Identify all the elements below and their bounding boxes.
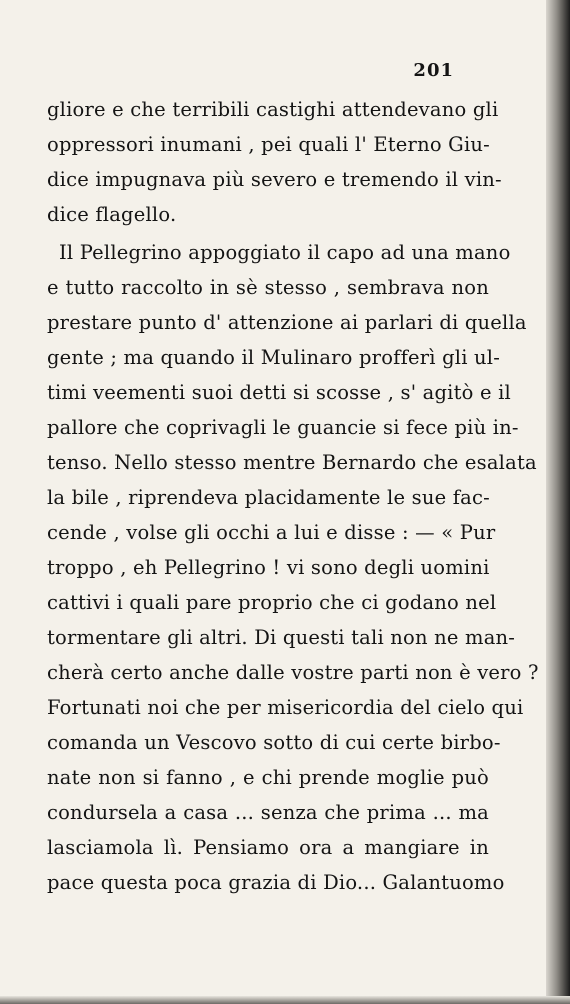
text-line: la bile , riprendeva placidamente le sue fac-: [47, 486, 490, 509]
text-line: nate non si fanno , e chi prende moglie può: [47, 766, 489, 789]
text-line: lasciamola lì. Pensiamo ora a mangiare in: [47, 836, 489, 859]
text-line: timi veementi suoi detti si scosse , s' agitò e il: [47, 381, 511, 404]
text-line: tormentare gli altri. Di questi tali non ne man-: [47, 626, 516, 649]
page-number: 201: [413, 60, 454, 81]
text-line: tenso. Nello stesso mentre Bernardo che esalata: [47, 451, 537, 474]
text-line: e tutto raccolto in sè stesso , sembrava non: [47, 276, 489, 299]
text-line: troppo , eh Pellegrino ! vi sono degli uomini: [47, 556, 490, 579]
text-line: pace questa poca grazia di Dio... Galantuomo: [47, 871, 505, 894]
text-line: gliore e che terribili castighi attendevano gli: [47, 98, 499, 121]
text-line: cherà certo anche dalle vostre parti non è vero ?: [47, 661, 539, 684]
text-line: comanda un Vescovo sotto di cui certe birbo-: [47, 731, 501, 754]
text-line: condursela a casa ... senza che prima ... ma: [47, 801, 489, 824]
page-edge-shadow: [546, 0, 570, 1004]
text-line: prestare punto d' attenzione ai parlari di quella: [47, 311, 527, 334]
text-line: gente ; ma quando il Mulinaro profferì gli ul-: [47, 346, 501, 369]
text-line: cende , volse gli occhi a lui e disse : — « Pur: [47, 521, 496, 544]
text-line: pallore che coprivagli le guancie si fece più in-: [47, 416, 519, 439]
text-line: Il Pellegrino appoggiato il capo ad una mano: [59, 241, 511, 264]
body-text: [47, 92, 539, 900]
text-line: dice flagello.: [47, 203, 177, 226]
text-line: Fortunati noi che per misericordia del cielo qui: [47, 696, 524, 719]
paragraph: [47, 92, 502, 232]
text-line: cattivi i quali pare proprio che ci godano nel: [47, 591, 497, 614]
page-bottom-edge: [0, 996, 570, 1004]
text-line: dice impugnava più severo e tremendo il vin-: [47, 168, 502, 191]
text-line: oppressori inumani , pei quali l' Eterno Giu-: [47, 133, 490, 156]
paragraph: [47, 235, 539, 900]
